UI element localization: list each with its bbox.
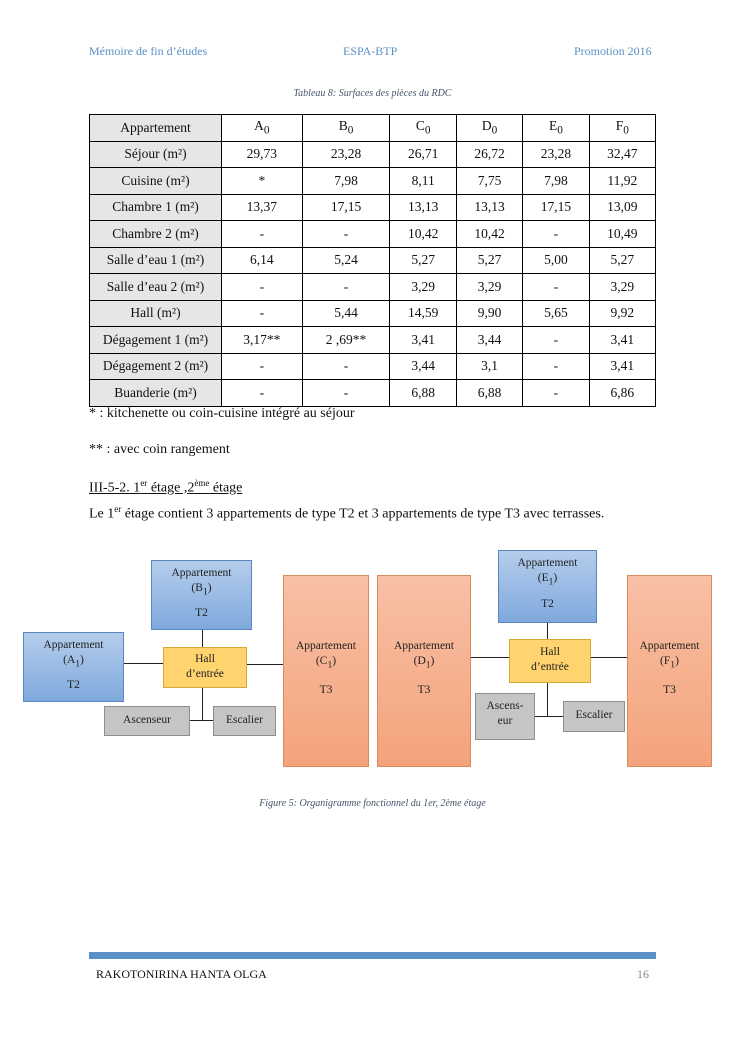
connector-line — [202, 687, 203, 720]
table-cell: 6,88 — [456, 380, 522, 407]
table-cell: 10,42 — [390, 221, 456, 248]
table-cell: 5,27 — [589, 247, 655, 274]
apartment-id: $(D_1)$ — [413, 655, 435, 671]
table-cell: 3,41 — [390, 327, 456, 354]
apartment-d1-box — [377, 575, 471, 767]
hall-entree-box-left — [163, 647, 247, 688]
table-cell: 13,13 — [390, 194, 456, 221]
table-cell: 14,59 — [390, 300, 456, 327]
body-paragraph: Le 1er étage contient 3 appartements de type T2 et 3 appartements de type T3 avec terrasses. — [89, 504, 605, 522]
table-cell: - — [302, 380, 390, 407]
apartment-type: T3 — [417, 684, 431, 697]
table-cell: 11,92 — [589, 168, 655, 195]
table-cell: 5,65 — [523, 300, 589, 327]
hall-label: Hall — [195, 653, 215, 665]
row-label: Chambre 1 (m²) — [90, 194, 222, 221]
table-cell: 6,14 — [222, 247, 303, 274]
apartment-f1-box — [627, 575, 712, 767]
column-header: $F_0$ — [589, 115, 655, 142]
connector-line — [590, 657, 628, 658]
table-cell: 3,29 — [390, 274, 456, 301]
header-right: Promotion 2016 — [574, 44, 652, 58]
table-cell: 7,98 — [302, 168, 390, 195]
connector-line — [547, 622, 548, 640]
apartment-type: T2 — [67, 679, 80, 692]
ascenseur-label: eur — [497, 715, 513, 727]
table-row — [90, 274, 656, 301]
table-cell: 5,27 — [390, 247, 456, 274]
ascenseur-box-left — [104, 706, 190, 736]
table-row — [90, 194, 656, 221]
hall-entree-box-right — [509, 639, 591, 683]
row-label: Buanderie (m²) — [90, 380, 222, 407]
apartment-type: T2 — [541, 598, 554, 611]
escalier-box-left — [213, 706, 276, 736]
table-cell: 10,42 — [456, 221, 522, 248]
apartment-label: Appartement — [639, 640, 700, 652]
table-cell: 9,92 — [589, 300, 655, 327]
connector-line — [189, 720, 214, 721]
hall-label: Hall — [540, 646, 560, 658]
table-cell: - — [302, 353, 390, 380]
table-cell: 17,15 — [302, 194, 390, 221]
hall-label: d’entrée — [531, 661, 569, 673]
row-label: Dégagement 1 (m²) — [90, 327, 222, 354]
apartment-id: $(C_1)$ — [315, 655, 337, 671]
apartment-a1-box — [23, 632, 124, 702]
table-cell: - — [523, 380, 589, 407]
ascenseur-label: Ascens- — [486, 700, 524, 712]
apartment-label: Appartement — [517, 557, 578, 569]
table-cell: 3,1 — [456, 353, 522, 380]
apartment-id: $(E_1)$ — [537, 572, 558, 588]
table-cell: 29,73 — [222, 141, 303, 168]
section-heading: III-5-2. 1er étage ,2ème étage — [89, 478, 243, 496]
table-cell: - — [523, 327, 589, 354]
apartment-type: T3 — [663, 684, 676, 697]
table-row — [90, 168, 656, 195]
table-cell: 7,98 — [523, 168, 589, 195]
table-cell: - — [523, 353, 589, 380]
table-cell: 10,49 — [589, 221, 655, 248]
apartment-id: $(F_1)$ — [660, 655, 679, 671]
table-cell: 23,28 — [302, 141, 390, 168]
apartment-e1-box — [498, 550, 597, 623]
row-label: Salle d’eau 1 (m²) — [90, 247, 222, 274]
surfaces-table — [89, 114, 656, 407]
table-cell: 3,41 — [589, 353, 655, 380]
connector-line — [470, 657, 510, 658]
table-cell: 3,44 — [456, 327, 522, 354]
table-cell: 13,09 — [589, 194, 655, 221]
table-cell: 13,37 — [222, 194, 303, 221]
table-row — [90, 300, 656, 327]
table-cell: 5,27 — [456, 247, 522, 274]
table-cell: 7,75 — [456, 168, 522, 195]
table-cell: 17,15 — [523, 194, 589, 221]
hall-label: d’entrée — [186, 668, 224, 680]
table-cell: 5,44 — [302, 300, 390, 327]
row-label: Cuisine (m²) — [90, 168, 222, 195]
row-label: Dégagement 2 (m²) — [90, 353, 222, 380]
table-row — [90, 327, 656, 354]
table-cell: - — [222, 380, 303, 407]
table-caption: Tableau 8: Surfaces des pièces du RDC — [293, 88, 452, 99]
header-left: Mémoire de fin d’études — [89, 44, 208, 58]
table-row — [90, 247, 656, 274]
column-header: $B_0$ — [302, 115, 390, 142]
table-cell: 3,29 — [456, 274, 522, 301]
table-cell: - — [222, 300, 303, 327]
row-label: Salle d’eau 2 (m²) — [90, 274, 222, 301]
column-header: $A_0$ — [222, 115, 303, 142]
escalier-label: Escalier — [575, 709, 613, 721]
table-cell: 13,13 — [456, 194, 522, 221]
table-cell: 8,11 — [390, 168, 456, 195]
column-header: $E_0$ — [523, 115, 589, 142]
table-cell: 23,28 — [523, 141, 589, 168]
footer-author: RAKOTONIRINA HANTA OLGA — [96, 967, 267, 981]
table-cell: 32,47 — [589, 141, 655, 168]
apartment-label: Appartement — [295, 640, 357, 652]
footer-bar — [89, 952, 656, 959]
apartment-type: T2 — [195, 607, 208, 620]
table-cell: * — [222, 168, 303, 195]
apartment-c1-box — [283, 575, 369, 767]
table-corner: Appartement — [90, 115, 222, 142]
column-header: $D_0$ — [456, 115, 522, 142]
table-cell: 26,72 — [456, 141, 522, 168]
apartment-label: Appartement — [43, 639, 104, 651]
figure-caption: Figure 5: Organigramme fonctionnel du 1er, 2ème étage — [259, 798, 486, 809]
table-cell: - — [523, 221, 589, 248]
connector-line — [246, 664, 284, 665]
table-cell: 3,41 — [589, 327, 655, 354]
apartment-label: Appartement — [171, 567, 232, 579]
escalier-label: Escalier — [225, 714, 264, 726]
table-cell: - — [523, 274, 589, 301]
table-cell: 9,90 — [456, 300, 522, 327]
connector-line — [202, 630, 203, 648]
note-rangement: ** : avec coin rangement — [89, 442, 230, 457]
table-cell: 26,71 — [390, 141, 456, 168]
table-cell: 3,17** — [222, 327, 303, 354]
apartment-label: Appartement — [393, 640, 455, 652]
row-label: Hall (m²) — [90, 300, 222, 327]
connector-line — [123, 663, 164, 664]
note-kitchenette: * : kitchenette ou coin-cuisine intégré au séjour — [89, 406, 355, 421]
table-cell: 5,24 — [302, 247, 390, 274]
table-row — [90, 380, 656, 407]
apartment-type: T3 — [319, 684, 333, 697]
table-cell: - — [302, 221, 390, 248]
row-label: Chambre 2 (m²) — [90, 221, 222, 248]
connector-line — [534, 716, 564, 717]
connector-line — [547, 682, 548, 716]
apartment-id: $(B_1)$ — [191, 582, 212, 598]
table-row — [90, 221, 656, 248]
ascenseur-label: Ascenseur — [123, 714, 171, 726]
table-cell: 2 ,69** — [302, 327, 390, 354]
table-cell: - — [302, 274, 390, 301]
table-row — [90, 353, 656, 380]
table-cell: - — [222, 221, 303, 248]
table-cell: 6,88 — [390, 380, 456, 407]
table-cell: 5,00 — [523, 247, 589, 274]
apartment-id: $(A_1)$ — [63, 654, 84, 670]
table-cell: 3,29 — [589, 274, 655, 301]
escalier-box-right — [563, 701, 625, 732]
table-cell: - — [222, 353, 303, 380]
apartment-b1-box — [151, 560, 252, 630]
table-cell: 3,44 — [390, 353, 456, 380]
ascenseur-box-right — [475, 693, 535, 740]
table-header-row — [90, 115, 656, 142]
table-cell: 6,86 — [589, 380, 655, 407]
column-header: $C_0$ — [390, 115, 456, 142]
table-cell: - — [222, 274, 303, 301]
page-number: 16 — [637, 967, 649, 981]
table-row — [90, 141, 656, 168]
row-label: Séjour (m²) — [90, 141, 222, 168]
header-center: ESPA-BTP — [343, 44, 398, 58]
